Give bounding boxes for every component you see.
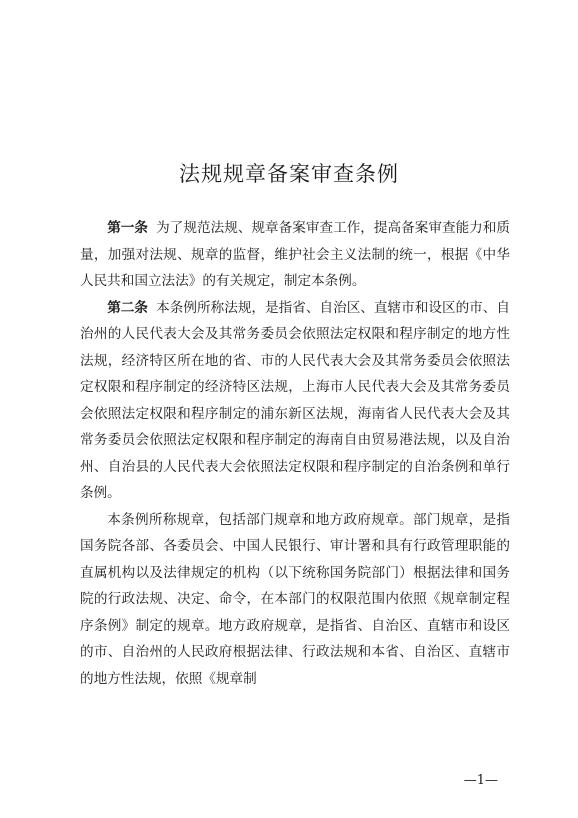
document-body	[80, 215, 510, 692]
article-2-text: 本条例所称法规，是指省、自治区、直辖市和设区的市、自治州的人民代表大会及其常务委员会依照法定权限和程序制定的地方性法规，经济特区所在地的省、市的人民代表大会及其常务委员会依照法定权限和程序制定的经济特区法规，上海市人民代表大会及其常务委员会依照法定权限和程序制定的浦东新区法规，海南省人民代表大会及其常务委员会依照法定权限和程序制定的海南自由贸易港法规，以及自治州、自治县的人民代表大会依照法定权限和程序制定的自治条例和单行条例。	[80, 299, 510, 501]
article-2-paragraph	[80, 295, 510, 507]
article-1-text: 为了规范法规、规章备案审查工作，提高备案审查能力和质量，加强对法规、规章的监督，维护社会主义法制的统一，根据《中华人民共和国立法法》的有关规定，制定本条例。	[80, 220, 510, 289]
article-2-label: 第二条	[107, 299, 149, 316]
article-1-label: 第一条	[107, 220, 149, 236]
page-number: —1—	[463, 773, 498, 788]
article-2-continuation-paragraph	[80, 507, 510, 693]
article-2-continuation-text: 本条例所称规章，包括部门规章和地方政府规章。部门规章，是指国务院各部、各委员会、中国人民银行、审计署和具有行政管理职能的直属机构以及法律规定的机构（以下统称国务院部门）根据法律和国务院的行政法规、决定、命令，在本部门的权限范围内依照《规章制定程序条例》制定的规章。地方政府规章，是指省、自治区、直辖市和设区的市、自治州的人民政府根据法律、行政法规和本省、自治区、直辖市的地方性法规，依照《规章制	[80, 511, 510, 687]
article-1-paragraph	[80, 215, 510, 295]
document-title: 法规规章备案审查条例	[179, 162, 399, 186]
